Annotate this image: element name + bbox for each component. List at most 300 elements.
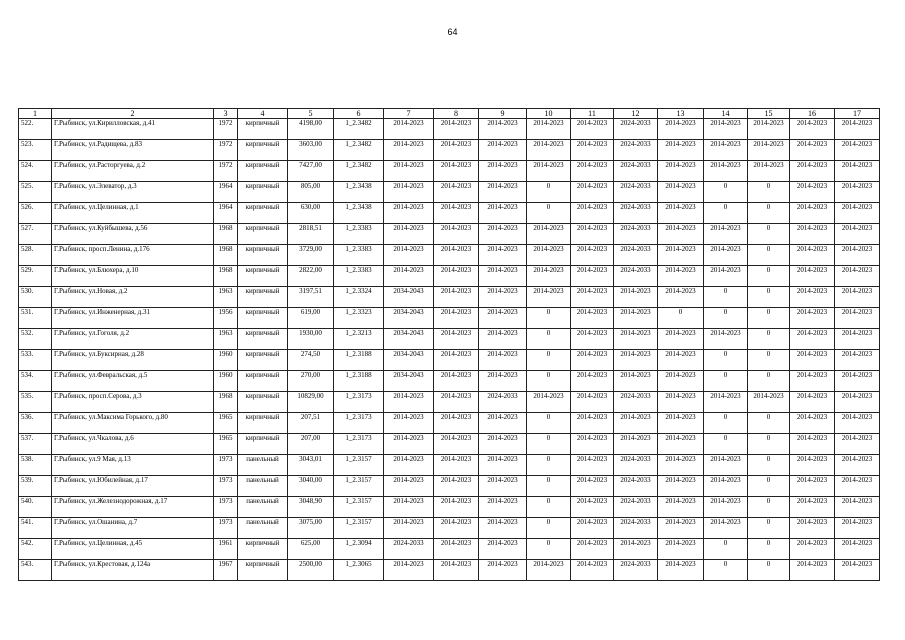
table-cell: кирпичный	[238, 266, 288, 287]
table-cell: 2014-2023	[479, 245, 527, 266]
row-number-cell: 529.	[19, 266, 52, 287]
address-cell: Г.Рыбинск, ул.Ошанина, д.7	[52, 518, 214, 539]
table-cell: 0	[748, 497, 790, 518]
table-cell: 1964	[214, 182, 238, 203]
table-cell: 2034-2043	[384, 287, 434, 308]
table-cell: 2014-2023	[527, 266, 571, 287]
table-cell: 2014-2023	[384, 161, 434, 182]
table-cell: 2014-2023	[835, 224, 880, 245]
table-cell: 2014-2023	[835, 539, 880, 560]
table-cell: 2024-2033	[614, 476, 658, 497]
column-number-cell: 11	[571, 109, 614, 119]
table-row	[19, 518, 880, 539]
table-cell: 0	[704, 413, 748, 434]
table-cell: 2014-2023	[658, 539, 704, 560]
table-cell: 0	[748, 224, 790, 245]
table-cell: 2014-2023	[527, 287, 571, 308]
table-cell: 2034-2043	[384, 308, 434, 329]
table-cell: 2024-2033	[614, 161, 658, 182]
column-number-cell: 10	[527, 109, 571, 119]
table-cell: 2014-2023	[658, 413, 704, 434]
table-cell: 2014-2023	[384, 119, 434, 140]
table-cell: 2014-2023	[434, 119, 479, 140]
table-cell: 1973	[214, 497, 238, 518]
table-cell: 2014-2023	[479, 140, 527, 161]
address-cell: Г.Рыбинск, ул.Кирилловская, д.41	[52, 119, 214, 140]
table-cell: 2014-2023	[479, 266, 527, 287]
table-cell: 2014-2023	[835, 329, 880, 350]
table-cell: кирпичный	[238, 413, 288, 434]
table-cell: 3729,00	[288, 245, 334, 266]
table-cell: 2014-2023	[434, 161, 479, 182]
row-number-cell: 533.	[19, 350, 52, 371]
table-cell: 2014-2023	[835, 392, 880, 413]
table-cell: 2024-2033	[614, 119, 658, 140]
table-cell: 2014-2023	[434, 413, 479, 434]
table-cell: 2014-2023	[835, 518, 880, 539]
table-cell: 2014-2023	[790, 455, 835, 476]
table-cell: 1960	[214, 371, 238, 392]
table-cell: 2014-2023	[835, 455, 880, 476]
row-number-cell: 537.	[19, 434, 52, 455]
row-number-cell: 526.	[19, 203, 52, 224]
table-cell: 2014-2023	[704, 392, 748, 413]
table-cell: 2014-2023	[479, 308, 527, 329]
table-cell: 0	[748, 539, 790, 560]
table-cell: 2014-2023	[479, 539, 527, 560]
table-cell: 2014-2023	[614, 371, 658, 392]
table-cell: 2014-2023	[434, 203, 479, 224]
table-cell: 2014-2023	[614, 329, 658, 350]
table-cell: 1972	[214, 119, 238, 140]
table-cell: 2014-2023	[790, 413, 835, 434]
address-cell: Г.Рыбинск, ул.Инженерная, д.31	[52, 308, 214, 329]
address-cell: Г.Рыбинск, ул.Радищева, д.83	[52, 140, 214, 161]
table-cell: 0	[748, 413, 790, 434]
table-cell: 2014-2023	[479, 224, 527, 245]
table-cell: 2014-2023	[658, 266, 704, 287]
table-cell: панельный	[238, 455, 288, 476]
table-cell: 4198,00	[288, 119, 334, 140]
page-number: 64	[447, 27, 458, 37]
table-cell: 207,51	[288, 413, 334, 434]
row-number-cell: 542.	[19, 539, 52, 560]
table-cell: 2014-2023	[658, 350, 704, 371]
table-cell: 1_2.3173	[334, 413, 384, 434]
table-cell: 2014-2023	[790, 140, 835, 161]
table-cell: 1_2.3482	[334, 140, 384, 161]
table-cell: 2014-2023	[790, 119, 835, 140]
table-cell: 1_2.3094	[334, 539, 384, 560]
table-cell: панельный	[238, 497, 288, 518]
table-cell: 2014-2023	[571, 560, 614, 581]
table-cell: 2014-2023	[614, 350, 658, 371]
table-cell: 619,00	[288, 308, 334, 329]
table-cell: 0	[527, 308, 571, 329]
table-cell: 2014-2023	[479, 329, 527, 350]
table-cell: 2014-2023	[384, 413, 434, 434]
address-cell: Г.Рыбинск, ул.Юбилейная, д.17	[52, 476, 214, 497]
table-cell: 2014-2023	[790, 539, 835, 560]
table-cell: 2014-2023	[790, 518, 835, 539]
table-cell: 2014-2023	[479, 518, 527, 539]
row-number-cell: 524.	[19, 161, 52, 182]
table-cell: 2014-2023	[384, 224, 434, 245]
table-cell: 2014-2023	[835, 560, 880, 581]
table-cell: 1973	[214, 518, 238, 539]
table-cell: 1_2.3438	[334, 203, 384, 224]
table-cell: 2014-2023	[790, 287, 835, 308]
table-row	[19, 560, 880, 581]
table-cell: 0	[748, 203, 790, 224]
table-cell: 2024-2033	[614, 497, 658, 518]
table-cell: 270,00	[288, 371, 334, 392]
table-cell: 1973	[214, 476, 238, 497]
table-cell: 2014-2023	[571, 371, 614, 392]
table-cell: 0	[527, 203, 571, 224]
table-cell: 2024-2033	[614, 224, 658, 245]
table-cell: 0	[748, 371, 790, 392]
table-cell: 2014-2023	[571, 245, 614, 266]
table-cell: 2014-2023	[571, 455, 614, 476]
row-number-cell: 523.	[19, 140, 52, 161]
table-cell: 2024-2033	[614, 560, 658, 581]
table-cell: 1_2.3157	[334, 497, 384, 518]
table-cell: 2014-2023	[748, 392, 790, 413]
table-cell: 2014-2023	[835, 476, 880, 497]
table-cell: 0	[704, 434, 748, 455]
table-cell: 2014-2023	[479, 203, 527, 224]
table-cell: 0	[527, 182, 571, 203]
table-cell: 2014-2023	[384, 455, 434, 476]
table-cell: 2014-2023	[748, 140, 790, 161]
table-cell: 1_2.3323	[334, 308, 384, 329]
column-number-cell: 2	[52, 109, 214, 119]
address-cell: Г.Рыбинск, просп.Ленина, д.176	[52, 245, 214, 266]
row-number-cell: 528.	[19, 245, 52, 266]
table-cell: 1_2.3213	[334, 329, 384, 350]
table-cell: 2014-2023	[658, 371, 704, 392]
row-number-cell: 527.	[19, 224, 52, 245]
table-cell: 1_2.3324	[334, 287, 384, 308]
table-row	[19, 287, 880, 308]
table-cell: 630,00	[288, 203, 334, 224]
table-cell: 2014-2023	[434, 434, 479, 455]
address-cell: Г.Рыбинск, ул.9 Мая, д.13	[52, 455, 214, 476]
table-cell: кирпичный	[238, 539, 288, 560]
table-cell: 3048,90	[288, 497, 334, 518]
table-cell: 2014-2023	[527, 224, 571, 245]
table-cell: 0	[704, 371, 748, 392]
table-cell: 2014-2023	[479, 371, 527, 392]
table-cell: 2014-2023	[527, 140, 571, 161]
table-cell: 0	[748, 266, 790, 287]
row-number-cell: 539.	[19, 476, 52, 497]
table-cell: 1968	[214, 266, 238, 287]
table-cell: 2014-2023	[434, 308, 479, 329]
table-cell: 1_2.3482	[334, 119, 384, 140]
table-cell: 2014-2023	[434, 560, 479, 581]
table-cell: 1_2.3383	[334, 224, 384, 245]
table-cell: 2014-2023	[571, 476, 614, 497]
table-cell: 2014-2023	[571, 203, 614, 224]
column-number-cell: 8	[434, 109, 479, 119]
table-cell: 2014-2023	[571, 119, 614, 140]
address-cell: Г.Рыбинск, ул.Блюхера, д.10	[52, 266, 214, 287]
table-cell: 0	[704, 539, 748, 560]
table-cell: 2014-2023	[571, 539, 614, 560]
table-cell: 3197,51	[288, 287, 334, 308]
table-cell: 2014-2023	[790, 308, 835, 329]
address-cell: Г.Рыбинск, ул.Буксирная, д.28	[52, 350, 214, 371]
table-cell: 2014-2023	[790, 476, 835, 497]
table-cell: 2014-2023	[571, 518, 614, 539]
table-cell: 2014-2023	[790, 266, 835, 287]
table-cell: 2024-2033	[614, 392, 658, 413]
table-row	[19, 119, 880, 140]
address-cell: Г.Рыбинск, ул.Железнодорожная, д.17	[52, 497, 214, 518]
table-cell: 2014-2023	[571, 392, 614, 413]
row-number-cell: 541.	[19, 518, 52, 539]
column-number-cell: 16	[790, 109, 835, 119]
table-cell: 2014-2023	[835, 161, 880, 182]
table-cell: 2500,00	[288, 560, 334, 581]
row-number-cell: 543.	[19, 560, 52, 581]
table-cell: 2014-2023	[790, 371, 835, 392]
row-number-cell: 531.	[19, 308, 52, 329]
table-cell: кирпичный	[238, 203, 288, 224]
table-cell: 2024-2033	[614, 266, 658, 287]
table-cell: 2014-2023	[658, 518, 704, 539]
row-number-cell: 535.	[19, 392, 52, 413]
table-cell: 2014-2023	[571, 329, 614, 350]
table-cell: 2014-2023	[790, 203, 835, 224]
table-row	[19, 371, 880, 392]
table-cell: 1_2.3173	[334, 434, 384, 455]
table-cell: 1968	[214, 392, 238, 413]
table-cell: 2822,00	[288, 266, 334, 287]
table-cell: 2014-2023	[658, 245, 704, 266]
table-cell: 2014-2023	[384, 434, 434, 455]
table-cell: 1965	[214, 413, 238, 434]
table-cell: кирпичный	[238, 329, 288, 350]
table-cell: 0	[748, 434, 790, 455]
table-cell: 1_2.3173	[334, 392, 384, 413]
table-cell: 1965	[214, 434, 238, 455]
table-cell: 2014-2023	[658, 434, 704, 455]
table-cell: 274,50	[288, 350, 334, 371]
table-cell: 7427,00	[288, 161, 334, 182]
row-number-cell: 536.	[19, 413, 52, 434]
table-cell: 2014-2023	[658, 287, 704, 308]
column-number-cell: 7	[384, 109, 434, 119]
table-cell: 2014-2023	[527, 245, 571, 266]
table-cell: 2014-2023	[835, 497, 880, 518]
table-cell: 2014-2023	[527, 392, 571, 413]
table-cell: 1960	[214, 350, 238, 371]
table-cell: 2024-2033	[614, 455, 658, 476]
table-cell: 2014-2023	[790, 434, 835, 455]
table-cell: 2014-2023	[704, 140, 748, 161]
table-cell: 2014-2023	[571, 434, 614, 455]
table-cell: 2014-2023	[527, 119, 571, 140]
table-cell: 1_2.3065	[334, 560, 384, 581]
row-number-cell: 538.	[19, 455, 52, 476]
table-cell: 2014-2023	[704, 161, 748, 182]
table-cell: 2014-2023	[434, 539, 479, 560]
table-cell: 2014-2023	[384, 266, 434, 287]
table-cell: 2014-2023	[704, 455, 748, 476]
table-cell: 2014-2023	[571, 308, 614, 329]
table-cell: 1_2.3482	[334, 161, 384, 182]
table-cell: 2014-2023	[704, 329, 748, 350]
address-cell: Г.Рыбинск, ул.Целинная, д.1	[52, 203, 214, 224]
table-cell: 2034-2043	[384, 371, 434, 392]
table-cell: 2014-2023	[479, 119, 527, 140]
table-cell: 3043,01	[288, 455, 334, 476]
table-cell: 805,00	[288, 182, 334, 203]
table-cell: 2014-2023	[527, 560, 571, 581]
table-row	[19, 392, 880, 413]
table-cell: 2014-2023	[658, 560, 704, 581]
address-cell: Г.Рыбинск, ул.Новая, д.2	[52, 287, 214, 308]
table-row	[19, 476, 880, 497]
table-cell: 2024-2033	[614, 518, 658, 539]
table-cell: 1964	[214, 203, 238, 224]
table-cell: кирпичный	[238, 560, 288, 581]
table-cell: кирпичный	[238, 434, 288, 455]
table-cell: кирпичный	[238, 224, 288, 245]
table-cell: 1973	[214, 455, 238, 476]
table-row	[19, 266, 880, 287]
address-cell: Г.Рыбинск, ул.Элеватор, д.3	[52, 182, 214, 203]
table-cell: 0	[527, 518, 571, 539]
address-cell: Г.Рыбинск, ул.Чкалова, д.6	[52, 434, 214, 455]
table-cell: 1967	[214, 560, 238, 581]
column-number-cell: 5	[288, 109, 334, 119]
table-cell: 0	[748, 182, 790, 203]
table-cell: 2014-2023	[835, 350, 880, 371]
table-cell: 0	[748, 476, 790, 497]
table-cell: 2014-2023	[790, 560, 835, 581]
row-number-cell: 532.	[19, 329, 52, 350]
table-cell: 0	[748, 245, 790, 266]
table-cell: 1968	[214, 245, 238, 266]
table-cell: 2014-2023	[658, 203, 704, 224]
table-cell: 2014-2023	[835, 434, 880, 455]
table-cell: 2014-2023	[658, 476, 704, 497]
table-cell: 10829,00	[288, 392, 334, 413]
table-cell: 2014-2023	[384, 392, 434, 413]
table-cell: кирпичный	[238, 392, 288, 413]
table-row	[19, 455, 880, 476]
table-cell: 2024-2033	[614, 203, 658, 224]
column-number-cell: 14	[704, 109, 748, 119]
table-cell: 1968	[214, 224, 238, 245]
table-cell: 2014-2023	[384, 560, 434, 581]
table-cell: 0	[527, 329, 571, 350]
table-cell: 2014-2023	[835, 308, 880, 329]
table-row	[19, 539, 880, 560]
table-cell: 0	[748, 455, 790, 476]
table-cell: 0	[748, 308, 790, 329]
table-cell: 1972	[214, 161, 238, 182]
table-cell: 2014-2023	[704, 119, 748, 140]
table-cell: 2014-2023	[835, 266, 880, 287]
table-cell: 0	[704, 287, 748, 308]
table-cell: 2014-2023	[479, 560, 527, 581]
column-number-cell: 1	[19, 109, 52, 119]
table-cell: 1963	[214, 287, 238, 308]
table-row	[19, 161, 880, 182]
table-cell: 2014-2023	[704, 245, 748, 266]
table-cell: 2014-2023	[835, 119, 880, 140]
table-cell: 1_2.3188	[334, 371, 384, 392]
table-cell: 2014-2023	[479, 287, 527, 308]
table-cell: 2014-2023	[479, 434, 527, 455]
table-row	[19, 413, 880, 434]
table-cell: 0	[748, 560, 790, 581]
table-cell: 2014-2023	[835, 182, 880, 203]
table-cell: 2014-2023	[835, 140, 880, 161]
table-cell: 2014-2023	[658, 119, 704, 140]
table-cell: 2014-2023	[434, 140, 479, 161]
table-cell: 1930,00	[288, 329, 334, 350]
table-cell: 2014-2023	[571, 161, 614, 182]
table-cell: 2014-2023	[835, 287, 880, 308]
table-row	[19, 224, 880, 245]
table-cell: 0	[704, 203, 748, 224]
table-cell: 2014-2023	[571, 413, 614, 434]
table-cell: 1_2.3157	[334, 476, 384, 497]
table-cell: 2014-2023	[434, 266, 479, 287]
table-cell: 2014-2023	[571, 350, 614, 371]
table-cell: 2014-2023	[790, 161, 835, 182]
table-cell: 2014-2023	[790, 329, 835, 350]
table-cell: 0	[527, 497, 571, 518]
table-cell: 2024-2033	[614, 182, 658, 203]
row-number-cell: 525.	[19, 182, 52, 203]
table-cell: 2024-2033	[614, 140, 658, 161]
table-cell: 2014-2023	[479, 413, 527, 434]
table-cell: 2014-2023	[434, 287, 479, 308]
table-cell: 2014-2023	[434, 182, 479, 203]
table-cell: 2014-2023	[704, 266, 748, 287]
table-cell: 2014-2023	[704, 224, 748, 245]
table-row	[19, 182, 880, 203]
table-cell: 1961	[214, 539, 238, 560]
table-cell: 2014-2023	[835, 245, 880, 266]
table-cell: 2014-2023	[384, 245, 434, 266]
table-cell: 2014-2023	[658, 161, 704, 182]
table-row	[19, 140, 880, 161]
row-number-cell: 534.	[19, 371, 52, 392]
table-cell: 2014-2023	[658, 392, 704, 413]
table-cell: 2014-2023	[790, 245, 835, 266]
address-cell: Г.Рыбинск, просп.Серова, д.3	[52, 392, 214, 413]
table-cell: 2014-2023	[835, 413, 880, 434]
table-cell: кирпичный	[238, 371, 288, 392]
table-cell: кирпичный	[238, 245, 288, 266]
table-cell: 0	[704, 560, 748, 581]
table-cell: 3075,00	[288, 518, 334, 539]
table-cell: 0	[527, 413, 571, 434]
table-cell: 2014-2023	[658, 182, 704, 203]
table-cell: 0	[527, 455, 571, 476]
table-cell: 2014-2023	[658, 140, 704, 161]
table-cell: 2014-2023	[658, 329, 704, 350]
table-cell: кирпичный	[238, 287, 288, 308]
